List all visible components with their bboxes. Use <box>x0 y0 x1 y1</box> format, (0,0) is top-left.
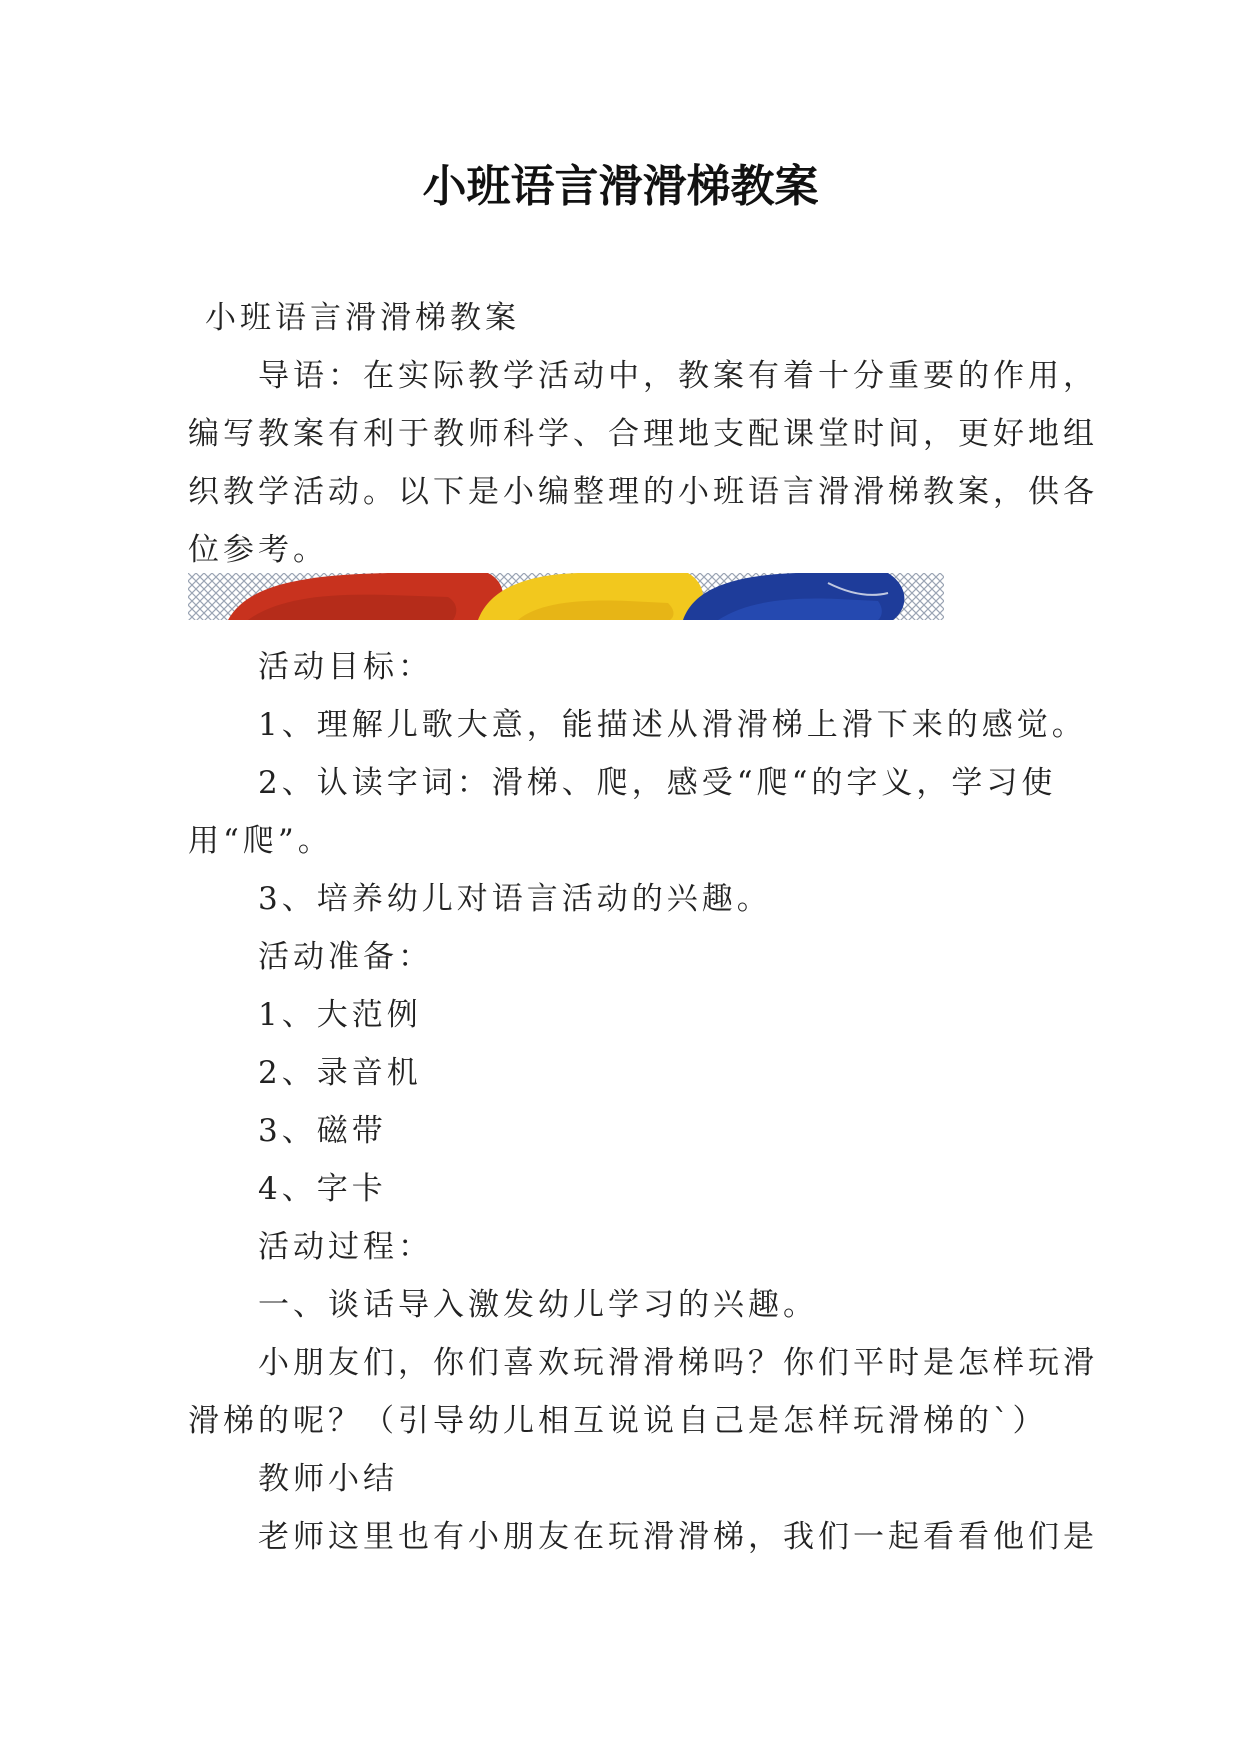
slide-photo <box>188 573 944 620</box>
document-title: 小班语言滑滑梯教案 <box>422 161 819 212</box>
list-item: 1、大范例 <box>258 997 422 1033</box>
paragraph-line: 滑梯的呢？（引导幼儿相互说说自己是怎样玩滑梯的`） <box>188 1403 1048 1439</box>
section-heading: 活动过程： <box>258 1229 433 1265</box>
step-heading: 一、谈话导入激发幼儿学习的兴趣。 <box>258 1287 818 1323</box>
paragraph-line: 位参考。 <box>188 532 328 568</box>
paragraph-line: 教师小结 <box>258 1461 398 1497</box>
subtitle-line: 小班语言滑滑梯教案 <box>205 300 520 336</box>
list-item: 3、培养幼儿对语言活动的兴趣。 <box>258 881 772 917</box>
paragraph-line: 老师这里也有小朋友在玩滑滑梯，我们一起看看他们是 <box>258 1519 1098 1555</box>
paragraph-line: 导语：在实际教学活动中，教案有着十分重要的作用， <box>258 358 1098 394</box>
list-item: 1、理解儿歌大意，能描述从滑滑梯上滑下来的感觉。 <box>258 707 1087 743</box>
list-item: 2、录音机 <box>258 1055 422 1091</box>
section-heading: 活动目标： <box>258 649 433 685</box>
list-item-continued: 用“爬”。 <box>188 823 333 859</box>
list-item: 3、磁带 <box>258 1113 387 1149</box>
paragraph-line: 织教学活动。以下是小编整理的小班语言滑滑梯教案，供各 <box>188 474 1098 510</box>
paragraph-line: 小朋友们，你们喜欢玩滑滑梯吗？你们平时是怎样玩滑 <box>258 1345 1098 1381</box>
list-item: 4、字卡 <box>258 1171 387 1207</box>
list-item: 2、认读字词：滑梯、爬，感受“爬“的字义，学习使 <box>258 765 1057 801</box>
section-heading: 活动准备： <box>258 939 433 975</box>
paragraph-line: 编写教案有利于教师科学、合理地支配课堂时间，更好地组 <box>188 416 1098 452</box>
